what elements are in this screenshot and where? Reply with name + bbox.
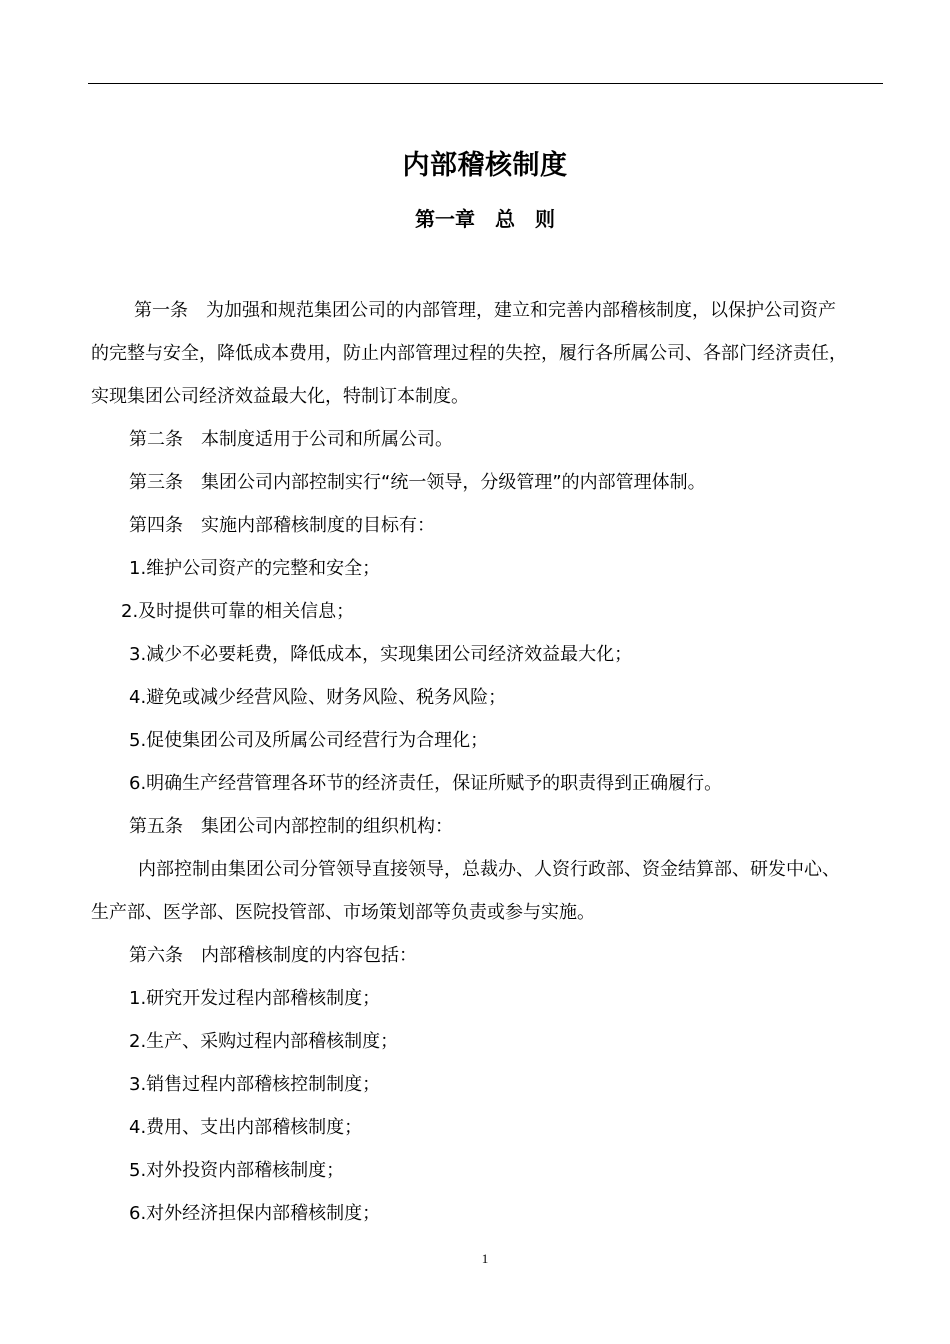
article-5: 第五条 集团公司内部控制的组织机构： <box>129 816 453 837</box>
article-2: 第二条 本制度适用于公司和所属公司。 <box>129 429 453 450</box>
article-6-item-5: 5.对外投资内部稽核制度； <box>129 1160 345 1181</box>
article-6-item-4: 4.费用、支出内部稽核制度； <box>129 1117 363 1138</box>
chapter-title: 第一章 总 则 <box>415 207 555 231</box>
article-4-item-3: 3.减少不必要耗费，降低成本，实现集团公司经济效益最大化； <box>129 644 633 665</box>
header-rule <box>88 83 883 84</box>
article-4-item-2: 2.及时提供可靠的相关信息； <box>121 601 355 622</box>
article-6-item-1: 1.研究开发过程内部稽核制度； <box>129 988 381 1009</box>
article-6-item-2: 2.生产、采购过程内部稽核制度； <box>129 1031 399 1052</box>
article-4-item-4: 4.避免或减少经营风险、财务风险、税务风险； <box>129 687 507 708</box>
article-6-item-6: 6.对外经济担保内部稽核制度； <box>129 1203 381 1224</box>
article-4-item-6: 6.明确生产经营管理各环节的经济责任，保证所赋予的职责得到正确履行。 <box>129 773 723 794</box>
article-6: 第六条 内部稽核制度的内容包括： <box>129 945 417 966</box>
document-title: 内部稽核制度 <box>402 150 568 181</box>
page-number: 1 <box>481 1251 489 1266</box>
article-4-item-5: 5.促使集团公司及所属公司经营行为合理化； <box>129 730 489 751</box>
article-5-body-line-2: 生产部、医学部、医院投管部、市场策划部等负责或参与实施。 <box>91 902 595 923</box>
article-1-line-2: 的完整与安全，降低成本费用，防止内部管理过程的失控，履行各所属公司、各部门经济责任， <box>91 343 847 364</box>
article-4: 第四条 实施内部稽核制度的目标有： <box>129 515 435 536</box>
article-1-line-3: 实现集团公司经济效益最大化，特制订本制度。 <box>91 386 469 407</box>
article-1-line-1: 第一条 为加强和规范集团公司的内部管理，建立和完善内部稽核制度，以保护公司资产 <box>134 300 836 321</box>
article-6-item-3: 3.销售过程内部稽核控制制度； <box>129 1074 381 1095</box>
article-5-body-line-1: 内部控制由集团公司分管领导直接领导，总裁办、人资行政部、资金结算部、研发中心、 <box>138 859 840 880</box>
article-4-item-1: 1.维护公司资产的完整和安全； <box>129 558 381 579</box>
article-3: 第三条 集团公司内部控制实行“统一领导，分级管理”的内部管理体制。 <box>129 472 706 493</box>
